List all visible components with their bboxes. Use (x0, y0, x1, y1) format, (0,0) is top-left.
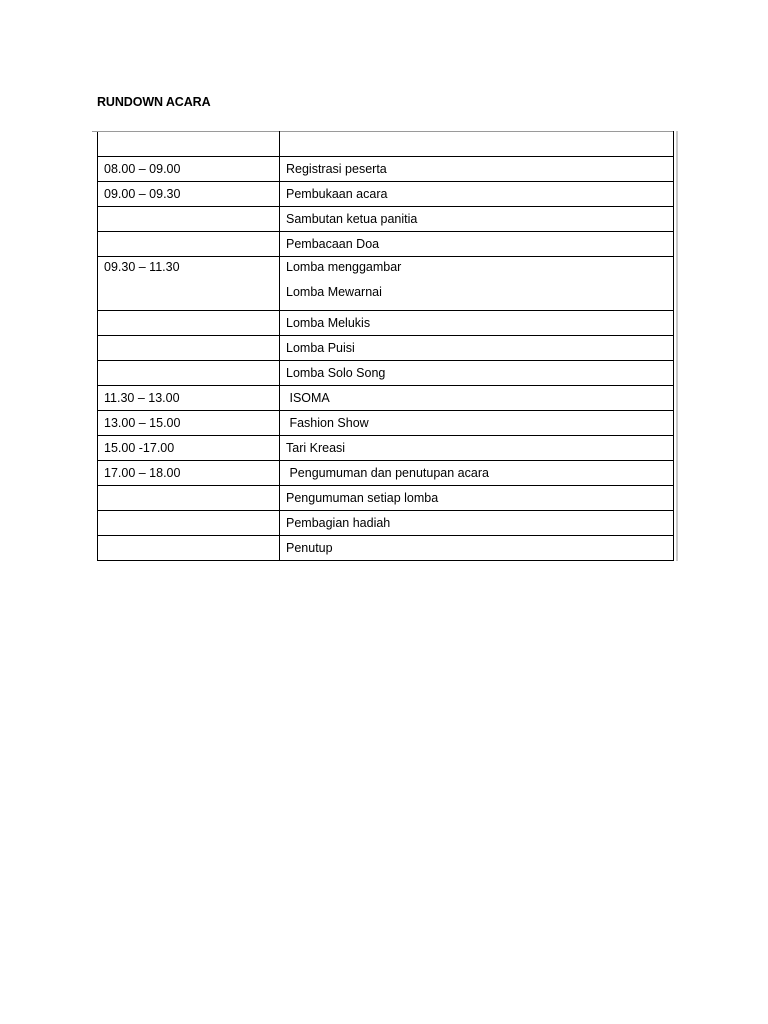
activity-cell: Pembagian hadiah (280, 511, 674, 536)
table-row (98, 436, 674, 461)
table-row (98, 386, 674, 411)
schedule-table (97, 131, 674, 561)
activity-text: Lomba menggambar (286, 260, 402, 274)
time-text: 09.30 – 11.30 (104, 260, 180, 274)
table-row (98, 461, 674, 486)
table-row (98, 311, 674, 336)
time-cell: 09.00 – 09.30 (98, 182, 280, 207)
table-row (98, 361, 674, 386)
activity-cell: Pembacaan Doa (280, 232, 674, 257)
table-row (98, 257, 674, 311)
time-cell: 13.00 – 15.00 (98, 411, 280, 436)
time-cell (98, 207, 280, 232)
activity-cell: Sambutan ketua panitia (280, 207, 674, 232)
activity-cell: Pembukaan acara (280, 182, 674, 207)
document-title: RUNDOWN ACARA (97, 95, 211, 109)
time-cell (98, 311, 280, 336)
time-cell (98, 336, 280, 361)
activity-cell: ISOMA (280, 386, 674, 411)
activity-cell (280, 257, 674, 311)
time-cell (98, 257, 280, 311)
table-row (98, 486, 674, 511)
time-cell (98, 536, 280, 561)
activity-cell: Penutup (280, 536, 674, 561)
table-row (98, 336, 674, 361)
activity-cell: Lomba Puisi (280, 336, 674, 361)
activity-cell: Pengumuman dan penutupan acara (280, 461, 674, 486)
time-cell (98, 511, 280, 536)
header-cell-activity (280, 132, 674, 157)
table-row (98, 182, 674, 207)
table-header-row (98, 132, 674, 157)
table-row (98, 411, 674, 436)
activity-cell: Lomba Solo Song (280, 361, 674, 386)
time-cell: 15.00 -17.00 (98, 436, 280, 461)
time-cell (98, 361, 280, 386)
table-row (98, 157, 674, 182)
activity-text: Lomba Mewarnai (286, 285, 382, 299)
table-right-edge (676, 131, 678, 561)
time-cell: 11.30 – 13.00 (98, 386, 280, 411)
time-cell: 17.00 – 18.00 (98, 461, 280, 486)
activity-cell: Lomba Melukis (280, 311, 674, 336)
activity-cell: Tari Kreasi (280, 436, 674, 461)
table-row (98, 511, 674, 536)
activity-cell: Registrasi peserta (280, 157, 674, 182)
table-row (98, 232, 674, 257)
activity-cell: Pengumuman setiap lomba (280, 486, 674, 511)
table-row (98, 536, 674, 561)
time-cell (98, 232, 280, 257)
header-cell-time (98, 132, 280, 157)
time-cell: 08.00 – 09.00 (98, 157, 280, 182)
table-row (98, 207, 674, 232)
activity-cell: Fashion Show (280, 411, 674, 436)
time-cell (98, 486, 280, 511)
